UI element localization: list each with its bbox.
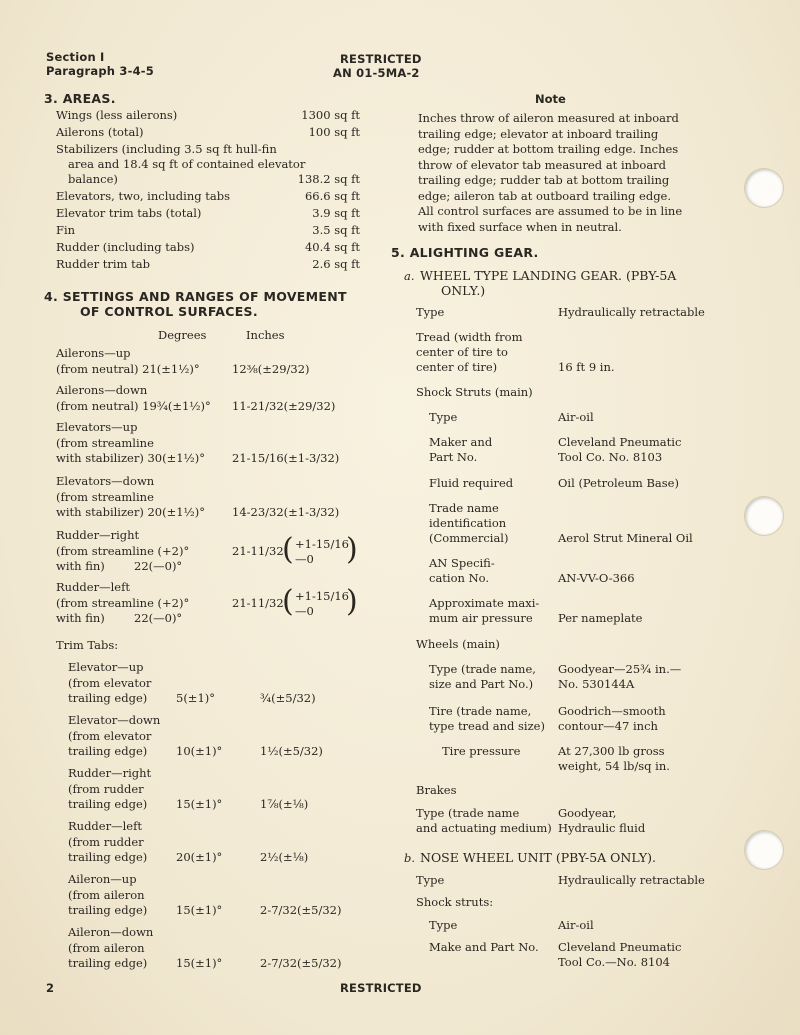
note-line: edge; aileron tab at outboard trailing edge. xyxy=(418,188,672,203)
setting-line: (from neutral) 21(±1½)° xyxy=(56,361,200,376)
trim-inches: 1⅞(±⅛) xyxy=(260,797,309,811)
setting-line: Elevators—up xyxy=(56,420,138,434)
paren-left: ( xyxy=(282,583,294,619)
gear-label: Type xyxy=(429,918,458,932)
gear-value: weight, 54 lb/sq in. xyxy=(558,759,670,773)
trim-line: (from rudder xyxy=(68,781,144,796)
trim-line: trailing edge) xyxy=(68,744,148,758)
gear-label: identification xyxy=(429,516,507,530)
gear-label: Tire (trade name, xyxy=(429,704,532,718)
punch-hole-middle xyxy=(744,496,784,536)
sub-b-title: NOSE WHEEL UNIT (PBY-5A ONLY). xyxy=(420,850,656,865)
gear-value: Cleveland Pneumatic xyxy=(558,940,682,954)
gear-label: Maker and xyxy=(429,435,493,449)
col-header-degrees: Degrees xyxy=(158,328,207,342)
gear-value: Hydraulically retractable xyxy=(558,305,705,319)
gear-value: Goodyear—25¾ in.— xyxy=(558,662,682,676)
tolerance-plus: +1-15/16 xyxy=(295,588,349,603)
gear-label: Type xyxy=(416,305,445,319)
area-value: 40.4 sq ft xyxy=(304,240,360,254)
settings-heading-line2: OF CONTROL SURFACES. xyxy=(80,304,258,319)
area-label: Wings (less ailerons) xyxy=(56,108,178,122)
setting-line: with stabilizer) 20(±1½)° xyxy=(56,505,205,519)
gear-label: Tread (width from xyxy=(416,330,523,344)
paren-right: ) xyxy=(346,531,358,567)
note-line: edge; rudder at bottom trailing edge. Inches xyxy=(418,142,679,156)
area-label: Rudder trim tab xyxy=(56,257,150,271)
alighting-heading: 5. ALIGHTING GEAR. xyxy=(391,245,539,260)
trim-line: Rudder—right xyxy=(68,766,152,780)
area-value: 138.2 sq ft xyxy=(297,172,360,186)
gear-label: type tread and size) xyxy=(429,719,545,733)
gear-value: 16 ft 9 in. xyxy=(558,360,615,374)
gear-label: Trade name xyxy=(429,501,499,515)
setting-line: with fin) 22(—0)° xyxy=(56,611,183,625)
note-line: Inches throw of aileron measured at inboard xyxy=(418,111,679,125)
paragraph-label: Paragraph 3-4-5 xyxy=(46,64,154,78)
sub-b-letter: b. xyxy=(404,851,416,865)
trim-degrees: 20(±1)° xyxy=(176,850,223,864)
gear-value: Goodyear, xyxy=(558,806,617,820)
trim-line: trailing edge) xyxy=(68,956,148,970)
sub-a-title-line1: WHEEL TYPE LANDING GEAR. (PBY-5A xyxy=(420,268,677,283)
page-number: 2 xyxy=(46,981,55,995)
setting-inches: 12⅜(±29/32) xyxy=(232,361,310,376)
setting-line: with stabilizer) 30(±1½)° xyxy=(56,451,205,465)
area-label: Elevator trim tabs (total) xyxy=(56,206,202,220)
gear-value: Tool Co.—No. 8104 xyxy=(558,955,670,969)
punch-hole-top xyxy=(744,168,784,208)
gear-value: contour—47 inch xyxy=(558,719,658,733)
gear-label: size and Part No.) xyxy=(429,677,534,691)
setting-line: Elevators—down xyxy=(56,474,155,488)
trim-inches: 2-7/32(±5/32) xyxy=(260,903,342,917)
gear-label: Shock Struts (main) xyxy=(416,385,533,399)
note-line: All control surfaces are assumed to be in line xyxy=(418,204,683,218)
gear-label: center of tire to xyxy=(416,345,508,359)
col-header-inches: Inches xyxy=(246,328,285,342)
note-line: with fixed surface when in neutral. xyxy=(418,219,622,234)
area-value: 3.5 sq ft xyxy=(312,223,360,237)
areas-heading: 3. AREAS. xyxy=(44,91,116,106)
area-value: 2.6 sq ft xyxy=(312,257,360,271)
area-label: Fin xyxy=(56,223,76,237)
trim-line: Aileron—down xyxy=(68,925,154,939)
tolerance-minus: —0 xyxy=(295,551,314,566)
trim-inches: ¾(±5/32) xyxy=(260,691,316,705)
trim-line: trailing edge) xyxy=(68,850,148,864)
trim-line: (from elevator xyxy=(68,728,152,743)
note-line: trailing edge; elevator at inboard trailing xyxy=(418,126,659,141)
gear-label: Type (trade name, xyxy=(429,662,536,676)
gear-value: Tool Co. No. 8103 xyxy=(558,450,663,464)
sub-a-letter: a. xyxy=(404,269,415,283)
gear-label: Brakes xyxy=(416,783,457,797)
sub-a-title-line2: ONLY.) xyxy=(441,283,486,298)
area-label: balance) xyxy=(68,172,118,186)
gear-value: No. 530144A xyxy=(558,677,635,691)
doc-number: AN 01-5MA-2 xyxy=(333,66,420,80)
section-label: Section I xyxy=(46,50,105,64)
punch-hole-bottom xyxy=(744,830,784,870)
area-label: area and 18.4 sq ft of contained elevator xyxy=(68,157,306,171)
paren-right: ) xyxy=(346,583,358,619)
trim-degrees: 10(±1)° xyxy=(176,744,223,758)
gear-label: Shock struts: xyxy=(416,895,494,909)
setting-inches: 21-11/32 xyxy=(232,543,284,558)
note-line: throw of elevator tab measured at inboard xyxy=(418,157,667,172)
trim-line: trailing edge) xyxy=(68,797,148,811)
trim-line: (from aileron xyxy=(68,940,145,955)
setting-line: (from streamline xyxy=(56,489,154,504)
trim-line: (from aileron xyxy=(68,887,145,902)
trim-line: (from elevator xyxy=(68,675,152,690)
gear-label: center of tire) xyxy=(416,360,498,374)
gear-label: Type xyxy=(429,410,458,424)
gear-value: Goodrich—smooth xyxy=(558,704,666,718)
gear-value: At 27,300 lb gross xyxy=(558,744,665,758)
trim-line: Rudder—left xyxy=(68,819,142,833)
gear-value: Oil (Petroleum Base) xyxy=(558,476,679,490)
area-value: 100 sq ft xyxy=(308,125,360,139)
gear-label: mum air pressure xyxy=(429,611,533,625)
trim-inches: 1½(±5/32) xyxy=(260,744,323,758)
setting-line: Rudder—right xyxy=(56,528,140,542)
gear-label: (Commercial) xyxy=(429,531,509,545)
gear-value: AN-VV-O-366 xyxy=(558,571,635,585)
setting-line: Ailerons—up xyxy=(56,346,131,360)
setting-inches: 14-23/32(±1-3/32) xyxy=(232,505,340,519)
trim-line: (from rudder xyxy=(68,834,144,849)
trim-tabs-title: Trim Tabs: xyxy=(56,638,119,652)
trim-degrees: 15(±1)° xyxy=(176,956,223,970)
trim-degrees: 15(±1)° xyxy=(176,903,223,917)
trim-line: Aileron—up xyxy=(68,872,137,886)
area-label: Rudder (including tabs) xyxy=(56,240,195,254)
gear-value: Per nameplate xyxy=(558,611,643,625)
area-value: 3.9 sq ft xyxy=(312,206,360,220)
note-title: Note xyxy=(535,92,566,106)
gear-label: cation No. xyxy=(429,571,490,585)
trim-inches: 2-7/32(±5/32) xyxy=(260,956,342,970)
setting-line: Rudder—left xyxy=(56,580,130,594)
footer-classification: RESTRICTED xyxy=(340,981,422,995)
tolerance-minus: —0 xyxy=(295,603,314,618)
gear-label: AN Specifi- xyxy=(429,556,495,570)
setting-inches: 21-11/32 xyxy=(232,595,284,610)
gear-label: and actuating medium) xyxy=(416,821,552,835)
trim-inches: 2½(±⅛) xyxy=(260,850,309,864)
gear-value: Air-oil xyxy=(558,918,594,932)
gear-value: Air-oil xyxy=(558,410,594,424)
area-label: Elevators, two, including tabs xyxy=(56,189,230,203)
gear-label: Tire pressure xyxy=(442,744,521,758)
tolerance-plus: +1-15/16 xyxy=(295,536,349,551)
trim-line: Elevator—down xyxy=(68,713,161,727)
setting-inches: 11-21/32(±29/32) xyxy=(232,398,336,413)
setting-line: (from streamline (+2)° xyxy=(56,543,190,558)
settings-heading-line1: 4. SETTINGS AND RANGES OF MOVEMENT xyxy=(44,289,347,304)
note-line: trailing edge; rudder tab at bottom trailing xyxy=(418,173,670,187)
gear-value: Cleveland Pneumatic xyxy=(558,435,682,449)
setting-line: (from streamline (+2)° xyxy=(56,595,190,610)
trim-line: trailing edge) xyxy=(68,691,148,705)
setting-line: Ailerons—down xyxy=(56,383,148,397)
gear-value: Hydraulically retractable xyxy=(558,873,705,887)
setting-line: with fin) 22(—0)° xyxy=(56,559,183,573)
header-classification: RESTRICTED xyxy=(340,52,422,66)
trim-line: Elevator—up xyxy=(68,660,144,674)
gear-label: Make and Part No. xyxy=(429,940,539,954)
trim-degrees: 15(±1)° xyxy=(176,797,223,811)
trim-line: trailing edge) xyxy=(68,903,148,917)
gear-label: Part No. xyxy=(429,450,478,464)
area-value: 66.6 sq ft xyxy=(304,189,360,203)
gear-label: Type xyxy=(416,873,445,887)
area-label: Ailerons (total) xyxy=(56,125,144,139)
gear-label: Fluid required xyxy=(429,476,514,490)
setting-line: (from streamline xyxy=(56,435,154,450)
area-value: 1300 sq ft xyxy=(301,108,360,122)
trim-degrees: 5(±1)° xyxy=(176,691,215,705)
setting-inches: 21-15/16(±1-3/32) xyxy=(232,451,340,465)
gear-label: Wheels (main) xyxy=(416,637,500,651)
gear-value: Aerol Strut Mineral Oil xyxy=(558,531,693,545)
gear-value: Hydraulic fluid xyxy=(558,821,646,835)
paren-left: ( xyxy=(282,531,294,567)
gear-label: Type (trade name xyxy=(416,806,520,820)
gear-label: Approximate maxi- xyxy=(429,596,540,610)
area-label: Stabilizers (including 3.5 sq ft hull-fin xyxy=(56,142,277,156)
setting-line: (from neutral) 19¾(±1½)° xyxy=(56,398,211,413)
